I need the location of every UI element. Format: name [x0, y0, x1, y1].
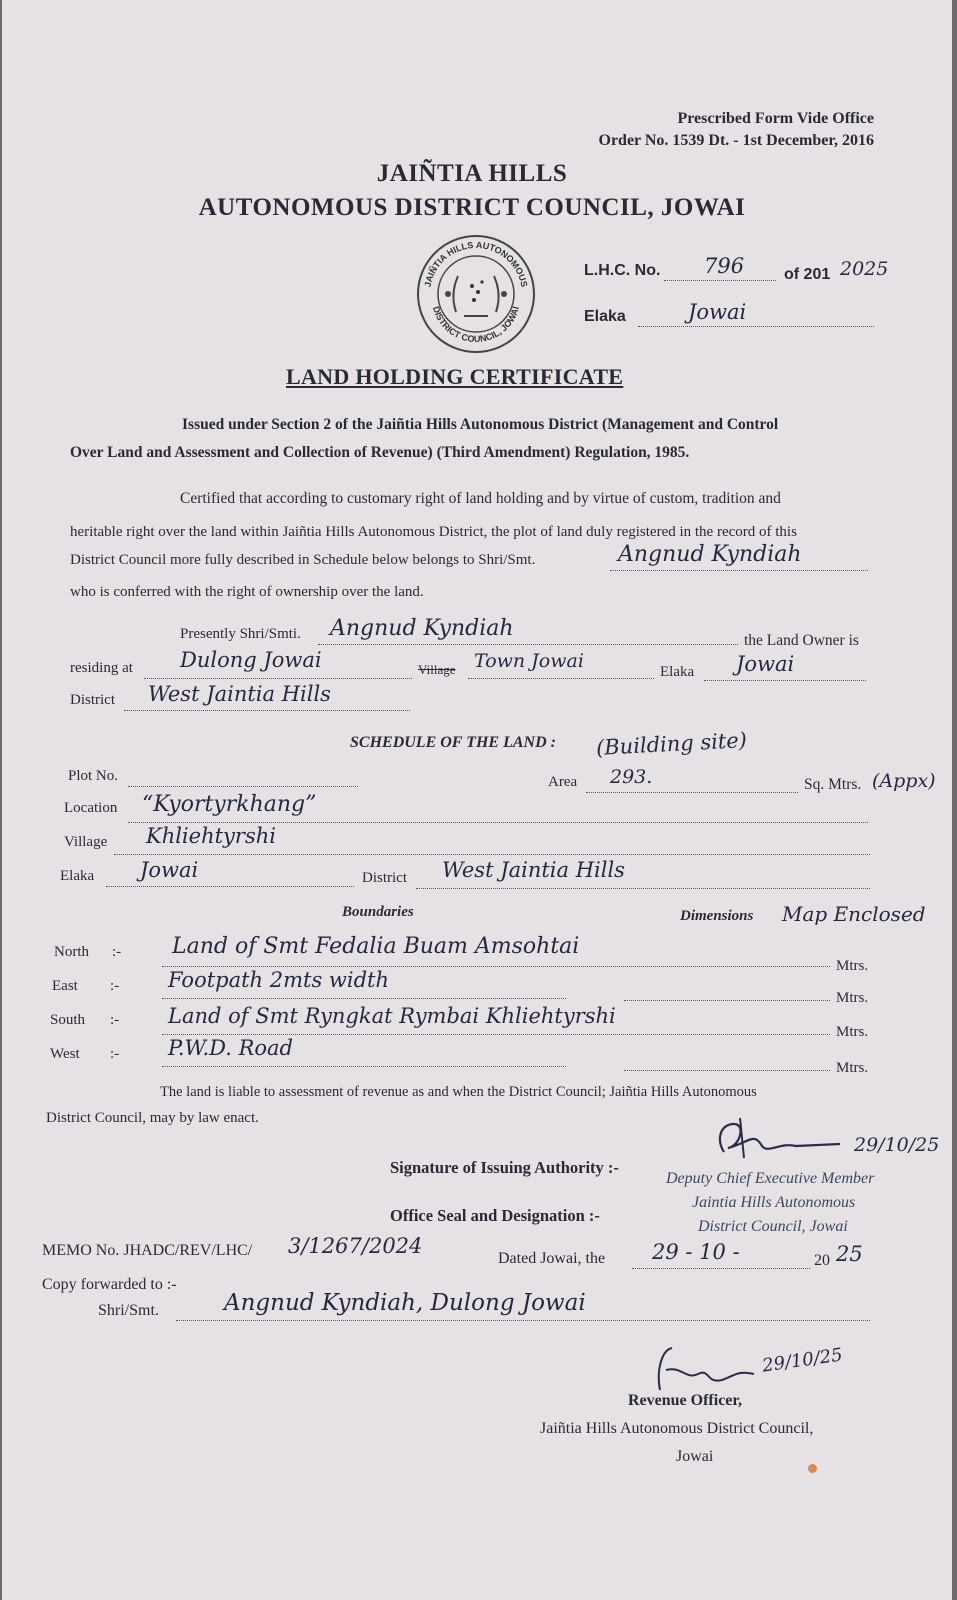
council-name-line2: AUTONOMOUS DISTRICT COUNCIL, JOWAI [198, 194, 746, 221]
shri-value: Angnud Kyndiah, Dulong Jowai [224, 1290, 586, 1316]
boundaries-heading: Boundaries [342, 904, 414, 920]
schedule-village-label: Village [64, 834, 108, 850]
north-dotted-line [162, 966, 830, 967]
elaka-label: Elaka [584, 308, 626, 325]
district-dotted-line [124, 710, 410, 711]
schedule-village-value: Khliehtyrshi [146, 824, 276, 848]
memo-number: 3/1267/2024 [288, 1234, 423, 1258]
council-seal-emblem [414, 232, 538, 356]
west-separator: :- [110, 1046, 120, 1062]
certified-line3: District Council more fully described in Schedule below belongs to Shri/Smt. [70, 552, 536, 568]
elaka-dotted-line [638, 326, 874, 327]
designation-line3: District Council, Jowai [698, 1218, 848, 1235]
owner-dotted-line [610, 570, 868, 571]
location-value: “Kyortyrkhang” [142, 792, 317, 817]
schedule-elaka-dotted-line [106, 886, 354, 887]
memo-label: MEMO No. JHADC/REV/LHC/ [42, 1242, 253, 1259]
revenue-council-name: Jaiñtia Hills Autonomous District Council, [540, 1420, 814, 1437]
location-label: Location [64, 800, 118, 816]
schedule-village-dotted-line [114, 854, 870, 855]
dimensions-handwritten: Map Enclosed [782, 902, 926, 926]
liability-line1: The land is liable to assessment of revenue as and when the District Council; Jaiñtia Hills Autonomous [160, 1084, 757, 1100]
village-value: Town Jowai [474, 650, 584, 672]
ink-dot-mark [808, 1464, 817, 1473]
dated-day: 29 - 10 - [652, 1240, 740, 1264]
dated-year-prefix: 20 [814, 1252, 830, 1269]
designation-line2: Jaintia Hills Autonomous [692, 1194, 856, 1211]
west-dim-dotted-line [624, 1070, 830, 1071]
dated-label: Dated Jowai, the [498, 1250, 606, 1267]
north-separator: :- [112, 944, 122, 960]
revenue-officer-label: Revenue Officer, [628, 1392, 743, 1409]
south-value: Land of Smt Ryngkat Rymbai Khliehtyrshi [168, 1004, 616, 1028]
signature-authority-label: Signature of Issuing Authority :- [390, 1158, 619, 1177]
office-seal-label: Office Seal and Designation :- [390, 1206, 600, 1225]
south-separator: :- [110, 1012, 120, 1028]
village-dotted-line [468, 678, 654, 679]
sqm-handwritten: (Appx) [872, 770, 936, 792]
shri-label: Shri/Smt. [98, 1302, 159, 1319]
certified-owner-name: Angnud Kyndiah [618, 542, 802, 567]
schedule-elaka-value: Jowai [140, 858, 199, 882]
west-unit: Mtrs. [836, 1060, 869, 1076]
location-dotted-line [128, 822, 868, 823]
east-label: East [52, 978, 78, 994]
east-value: Footpath 2mts width [168, 968, 390, 992]
elaka-value: Jowai [688, 300, 747, 324]
west-label: West [50, 1046, 80, 1062]
revenue-place: Jowai [676, 1448, 714, 1465]
north-unit: Mtrs. [836, 958, 869, 974]
west-dotted-line [162, 1066, 566, 1067]
revenue-officer-sign-date: 29/10/25 [760, 1344, 844, 1377]
owner-elaka-value: Jowai [736, 652, 795, 676]
land-owner-label: the Land Owner is [744, 632, 859, 649]
svg-text:JAIÑTIA HILLS AUTONOMOUS: JAIÑTIA HILLS AUTONOMOUS [422, 239, 530, 288]
schedule-heading-handwritten: (Building site) [595, 728, 748, 760]
south-label: South [50, 1012, 86, 1028]
prescribed-line2: Order No. 1539 Dt. - 1st December, 2016 [598, 132, 874, 149]
presently-label: Presently Shri/Smti. [180, 626, 301, 642]
council-name-line1: JAIÑTIA HILLS [376, 160, 568, 187]
owner-elaka-dotted-line [704, 680, 866, 681]
copy-forwarded-label: Copy forwarded to :- [42, 1276, 177, 1293]
issuing-authority-sign-date: 29/10/25 [854, 1134, 940, 1156]
west-value: P.W.D. Road [168, 1036, 293, 1060]
east-dotted-line [162, 998, 566, 999]
south-unit: Mtrs. [836, 1024, 869, 1040]
district-value: West Jaintia Hills [148, 682, 331, 706]
north-value: Land of Smt Fedalia Buam Amsohtai [172, 934, 580, 959]
dated-year: 25 [836, 1242, 863, 1266]
lhc-of-label: of 201 [784, 266, 831, 283]
village-label: Village [418, 662, 456, 677]
dimensions-label: Dimensions [680, 908, 754, 924]
issuing-authority-signature [710, 1112, 850, 1168]
area-dotted-line [586, 792, 798, 793]
lhc-number: 796 [704, 254, 745, 278]
liability-line2: District Council, may by law enact. [46, 1110, 259, 1126]
south-dotted-line [162, 1034, 830, 1035]
lhc-dotted-line [664, 280, 776, 281]
schedule-district-label: District [362, 870, 407, 886]
issued-under-line2: Over Land and Assessment and Collection of Revenue) (Third Amendment) Regulation, 1985. [70, 444, 690, 461]
certified-line4: who is conferred with the right of ownership over the land. [70, 584, 424, 600]
presently-dotted-line [318, 644, 738, 645]
certificate-title: LAND HOLDING CERTIFICATE [286, 364, 624, 389]
certified-line2: heritable right over the land within Jaiñtia Hills Autonomous District, the plot of land duly registered in the record of this [70, 524, 797, 540]
svg-text:DISTRICT COUNCIL, JOWAI: DISTRICT COUNCIL, JOWAI [430, 305, 521, 345]
presently-value: Angnud Kyndiah [330, 616, 514, 641]
revenue-officer-signature [642, 1340, 762, 1400]
certificate-sheet [2, 0, 952, 1600]
residing-value: Dulong Jowai [180, 648, 322, 672]
schedule-district-dotted-line [416, 888, 870, 889]
prescribed-line1: Prescribed Form Vide Office [677, 110, 874, 127]
certified-line1: Certified that according to customary right of land holding and by virtue of custom, tradition and [180, 490, 781, 507]
east-dim-dotted-line [624, 1000, 830, 1001]
schedule-heading: SCHEDULE OF THE LAND : [350, 734, 556, 751]
residing-dotted-line [144, 678, 412, 679]
schedule-district-value: West Jaintia Hills [442, 858, 625, 882]
area-value: 293. [610, 766, 653, 788]
residing-label: residing at [70, 660, 133, 676]
lhc-year: 2025 [840, 258, 889, 280]
east-unit: Mtrs. [836, 990, 869, 1006]
schedule-elaka-label: Elaka [60, 868, 95, 884]
owner-elaka-label: Elaka [660, 664, 695, 680]
lhc-label: L.H.C. No. [584, 262, 661, 279]
sqm-label: Sq. Mtrs. [804, 776, 862, 793]
district-label: District [70, 692, 115, 708]
east-separator: :- [110, 978, 120, 994]
shri-dotted-line [176, 1320, 870, 1321]
area-label: Area [548, 774, 578, 790]
plot-dotted-line [128, 786, 358, 787]
north-label: North [54, 944, 89, 960]
dated-dotted-line [632, 1268, 810, 1269]
plot-label: Plot No. [68, 768, 119, 784]
designation-line1: Deputy Chief Executive Member [666, 1170, 875, 1187]
issued-under-line1: Issued under Section 2 of the Jaiñtia Hills Autonomous District (Management and Control [182, 416, 779, 433]
